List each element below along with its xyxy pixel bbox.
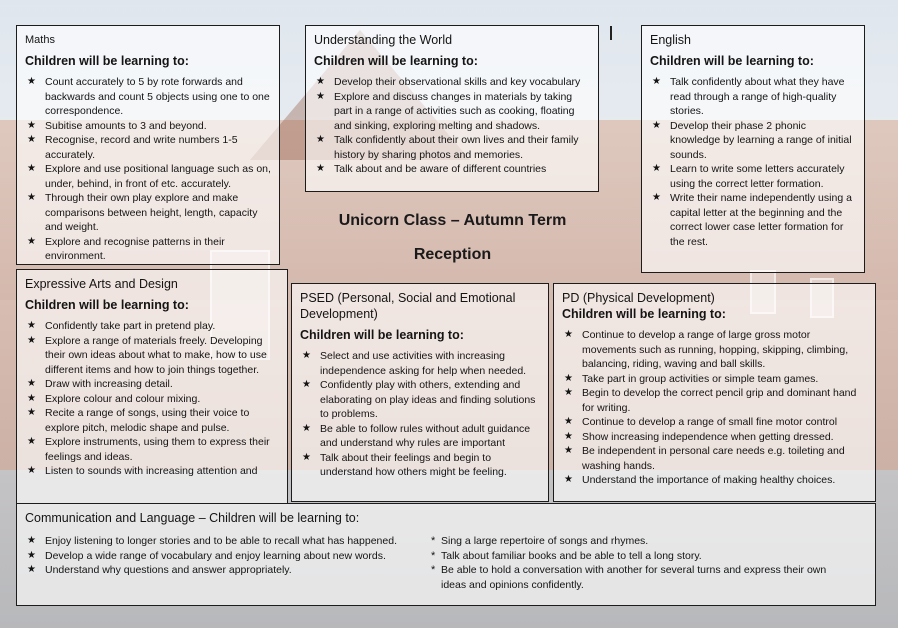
list-item: ★ Explore a range of materials freely. Developing their own ideas about what to make, how to use different items and how to join things together. — [25, 334, 279, 378]
expressive-arts-heading: Expressive Arts and Design — [25, 277, 178, 291]
psed-list — [300, 349, 540, 480]
list-item: ★ Explore and discuss changes in materials by taking part in a range of activities such as cooking, floating and sinking, exploring melting and shadows. — [314, 90, 590, 134]
list-item: ★ Begin to develop the correct pencil grip and dominant hand for writing. — [562, 386, 867, 415]
list-item: ★ Draw with increasing detail. — [25, 377, 279, 392]
psed-lead: Children will be learning to: — [300, 328, 464, 342]
psed-panel — [291, 283, 549, 502]
list-item: ★ Talk about and be aware of different countries — [314, 162, 590, 177]
text-cursor-mark — [610, 26, 612, 40]
list-item: ★ Learn to write some letters accurately using the correct letter formation. — [650, 162, 856, 191]
list-item: ★ Be independent in personal care needs e.g. toileting and washing hands. — [562, 444, 867, 473]
list-item: ★ Talk confidently about what they have read through a range of high-quality stories. — [650, 75, 856, 119]
list-item: ★ Explore instruments, using them to express their feelings and ideas. — [25, 435, 279, 464]
pd-lead: Children will be learning to: — [562, 307, 726, 321]
understanding-world-panel — [305, 25, 599, 192]
expressive-arts-panel — [16, 269, 288, 504]
pd-panel — [553, 283, 876, 502]
list-item: ★ Develop a wide range of vocabulary and enjoy learning about new words. — [25, 549, 425, 564]
list-item: * Sing a large repertoire of songs and rhymes. — [431, 534, 851, 549]
list-item: ★ Write their name independently using a capital letter at the beginning and the correct lower case letter formation for the rest. — [650, 191, 856, 249]
page-subtitle: Reception — [413, 246, 492, 263]
understanding-world-lead: Children will be learning to: — [314, 54, 478, 68]
english-list — [650, 75, 856, 249]
psed-heading: PSED (Personal, Social and Emotional Development) — [300, 291, 516, 321]
expressive-arts-list — [25, 319, 279, 479]
list-item: * Be able to hold a conversation with another for several turns and express their own ideas and opinions confidently. — [431, 563, 851, 592]
list-item: ★ Show increasing independence when getting dressed. — [562, 430, 867, 445]
list-item: ★ Through their own play explore and make comparisons between height, length, capacity and weight. — [25, 191, 271, 235]
english-panel — [641, 25, 865, 273]
understanding-world-heading: Understanding the World — [314, 33, 453, 47]
list-item: ★ Talk about their feelings and begin to understand how others might be feeling. — [300, 451, 540, 480]
list-item: ★ Confidently take part in pretend play. — [25, 319, 279, 334]
communication-right-column — [431, 534, 851, 592]
communication-right-list — [431, 534, 851, 592]
list-item: ★ Confidently play with others, extending and elaborating on play ideas and finding solutions to problems. — [300, 378, 540, 422]
list-item: ★ Subitise amounts to 3 and beyond. — [25, 119, 271, 134]
list-item: ★ Develop their observational skills and key vocabulary — [314, 75, 590, 90]
list-item: ★ Explore and use positional language such as on, under, behind, in front of etc. accurately. — [25, 162, 271, 191]
list-item: ★ Select and use activities with increasing independence asking for help when needed. — [300, 349, 540, 378]
list-item: ★ Explore and recognise patterns in their environment. — [25, 235, 271, 264]
expressive-arts-lead: Children will be learning to: — [25, 298, 189, 312]
list-item: ★ Develop their phase 2 phonic knowledge by learning a range of initial sounds. — [650, 119, 856, 163]
list-item: ★ Continue to develop a range of large gross motor movements such as running, hopping, skipping, climbing, balancing, riding, waving and ball skills. — [562, 328, 867, 372]
list-item: ★ Take part in group activities or simple team games. — [562, 372, 867, 387]
maths-lead: Children will be learning to: — [25, 54, 189, 68]
list-item: ★ Understand the importance of making healthy choices. — [562, 473, 867, 488]
list-item: ★ Count accurately to 5 by rote forwards and backwards and count 5 objects using one to one correspondence. — [25, 75, 271, 119]
page-title: Unicorn Class – Autumn Term — [338, 212, 567, 229]
list-item: ★ Enjoy listening to longer stories and to be able to recall what has happened. — [25, 534, 425, 549]
list-item: ★ Listen to sounds with increasing attention and — [25, 464, 279, 479]
maths-heading: Maths — [25, 34, 55, 46]
communication-left-column — [25, 534, 425, 578]
list-item: ★ Explore colour and colour mixing. — [25, 392, 279, 407]
maths-list — [25, 75, 271, 264]
english-heading: English — [650, 33, 691, 47]
list-item: ★ Continue to develop a range of small fine motor control — [562, 415, 867, 430]
list-item: ★ Recite a range of songs, using their voice to explore pitch, melodic shape and pulse. — [25, 406, 279, 435]
communication-panel — [16, 503, 876, 606]
communication-heading: Communication and Language – Children will be learning to: — [25, 511, 360, 525]
communication-left-list — [25, 534, 425, 578]
list-item: ★ Recognise, record and write numbers 1-5 accurately. — [25, 133, 271, 162]
maths-panel — [16, 25, 280, 265]
english-lead: Children will be learning to: — [650, 54, 814, 68]
pd-heading: PD (Physical Development) — [562, 291, 715, 305]
list-item: * Talk about familiar books and be able to tell a long story. — [431, 549, 851, 564]
list-item: ★ Be able to follow rules without adult guidance and understand why rules are important — [300, 422, 540, 451]
list-item: ★ Talk confidently about their own lives and their family history by sharing photos and memories. — [314, 133, 590, 162]
pd-list — [562, 328, 867, 488]
understanding-world-list — [314, 75, 590, 177]
list-item: ★ Understand why questions and answer appropriately. — [25, 563, 425, 578]
